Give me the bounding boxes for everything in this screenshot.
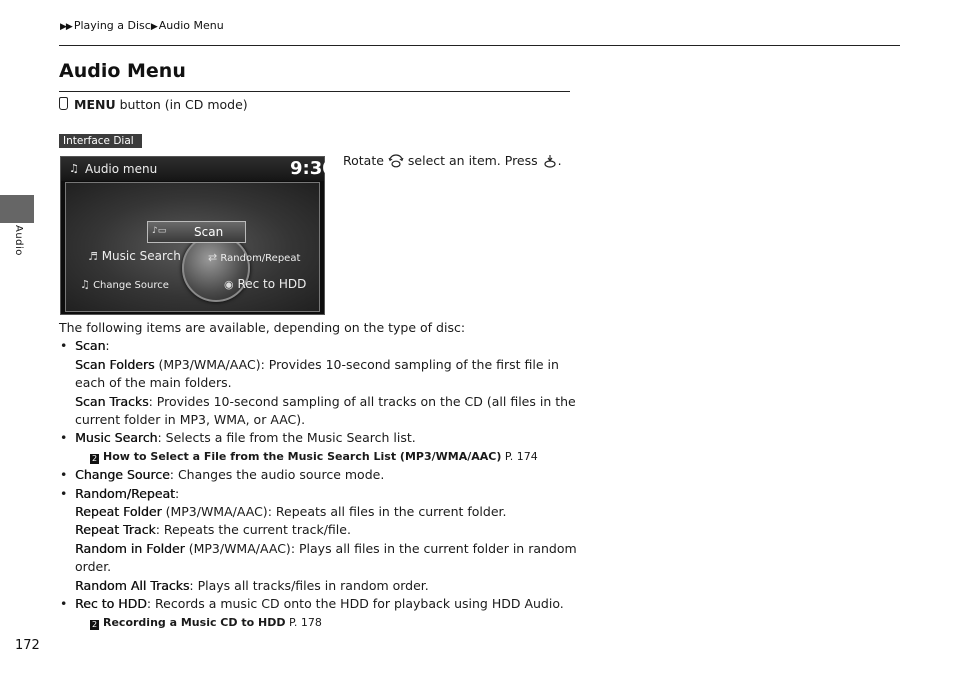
scan-folders-term: Scan Folders bbox=[75, 356, 155, 372]
breadcrumb-current: Audio Menu bbox=[158, 19, 224, 32]
random-folder-term: Random in Folder bbox=[75, 540, 185, 556]
screen-menu-area bbox=[65, 182, 320, 312]
breadcrumb-arrow-icon: ▶ bbox=[150, 22, 157, 32]
repeat-folder-text: (MP3/WMA/AAC): Repeats all files in the current folder. bbox=[161, 504, 507, 520]
bullet: • bbox=[60, 596, 68, 612]
dial-knob-icon bbox=[182, 234, 250, 302]
bullet: • bbox=[60, 467, 68, 483]
bullet: • bbox=[60, 430, 68, 446]
menu-key: MENU bbox=[74, 97, 116, 112]
bullet: • bbox=[60, 338, 68, 354]
bullet: • bbox=[60, 485, 68, 501]
scan-label: Scan bbox=[194, 225, 224, 239]
music-note-icon: ♫ bbox=[69, 162, 79, 175]
list-item-random-repeat bbox=[59, 485, 579, 595]
random-all-text: : Plays all tracks/files in random order. bbox=[189, 577, 429, 593]
music-search-ref-title: How to Select a File from the Music Search List (MP3/WMA/AAC) bbox=[103, 449, 502, 463]
rec-to-hdd-ref-title: Recording a Music CD to HDD bbox=[103, 615, 286, 629]
audio-menu-screen bbox=[60, 156, 335, 315]
rotate-text: Rotate bbox=[343, 153, 384, 168]
repeat-track-term: Repeat Track bbox=[75, 522, 156, 538]
title-divider bbox=[59, 91, 570, 92]
rotate-instruction bbox=[343, 153, 562, 168]
rec-to-hdd-reference-link[interactable] bbox=[75, 614, 579, 632]
music-search-label: Music Search bbox=[101, 249, 181, 263]
random-repeat-term: Random/Repeat bbox=[75, 485, 175, 501]
home-button-icon bbox=[59, 97, 68, 110]
change-source-text: : Changes the audio source mode. bbox=[169, 467, 385, 483]
music-search-text: : Selects a file from the Music Search list. bbox=[157, 430, 416, 446]
list-item-music-search bbox=[59, 429, 579, 466]
list-item-rec-to-hdd bbox=[59, 595, 579, 632]
menu-instruction bbox=[59, 97, 248, 112]
scan-term: Scan bbox=[75, 338, 106, 354]
select-text: select an item. Press bbox=[403, 153, 538, 168]
list-item-scan bbox=[59, 337, 579, 429]
breadcrumb-parent[interactable]: Playing a Disc bbox=[73, 19, 151, 32]
scan-icon: ♪▭ bbox=[152, 226, 167, 236]
music-search-reference-link[interactable] bbox=[75, 448, 579, 466]
music-search-item[interactable] bbox=[88, 249, 181, 263]
period-text: . bbox=[557, 153, 562, 168]
section-tab-label: Audio bbox=[13, 225, 24, 256]
change-source-label: Change Source bbox=[93, 280, 169, 291]
screen-title: Audio menu bbox=[85, 162, 158, 176]
menu-instruction-text: button (in CD mode) bbox=[115, 97, 248, 112]
reference-arrow-icon: 2 bbox=[91, 453, 98, 463]
change-source-term: Change Source bbox=[75, 467, 170, 483]
content-body bbox=[59, 319, 579, 632]
repeat-track-text: : Repeats the current track/file. bbox=[155, 522, 351, 538]
random-repeat-label: Random/Repeat bbox=[220, 253, 301, 264]
scan-folders-text: (MP3/WMA/AAC): Provides 10-second sampling of the first file in each of the main folders. bbox=[75, 356, 559, 391]
record-icon: ◉ bbox=[224, 278, 234, 291]
rec-to-hdd-ref-page: P. 178 bbox=[285, 615, 322, 629]
screen-header bbox=[61, 157, 335, 181]
change-source-item[interactable] bbox=[80, 278, 169, 291]
section-tab bbox=[0, 195, 34, 223]
page-number: 172 bbox=[15, 638, 40, 653]
reference-arrow-icon: 2 bbox=[91, 619, 98, 629]
rotate-dial-icon bbox=[388, 154, 404, 168]
rec-to-hdd-label: Rec to HDD bbox=[237, 277, 307, 291]
rec-to-hdd-text: : Records a music CD onto the HDD for playback using HDD Audio. bbox=[146, 596, 564, 612]
random-repeat-item[interactable] bbox=[208, 251, 300, 264]
intro-text: The following items are available, depending on the type of disc: bbox=[59, 320, 466, 335]
music-search-ref-page: P. 174 bbox=[501, 449, 538, 463]
scan-tracks-text: : Provides 10-second sampling of all tracks on the CD (all files in the current folder in MP3, WMA, or AAC). bbox=[75, 393, 576, 428]
breadcrumb-arrows-icon: ▶▶ bbox=[60, 22, 72, 32]
press-dial-icon bbox=[542, 154, 558, 168]
random-repeat-icon: ⇄ bbox=[208, 251, 218, 264]
random-folder-text: (MP3/WMA/AAC): Plays all files in the current folder in random order. bbox=[75, 540, 577, 575]
music-search-icon: ♬ bbox=[88, 250, 98, 263]
change-source-icon: ♫ bbox=[80, 278, 90, 291]
music-search-term: Music Search bbox=[75, 430, 158, 446]
page-title: Audio Menu bbox=[59, 60, 186, 82]
repeat-folder-term: Repeat Folder bbox=[75, 504, 162, 520]
scan-colon: : bbox=[105, 338, 110, 354]
scan-tracks-term: Scan Tracks bbox=[75, 393, 149, 409]
list-item-change-source bbox=[59, 466, 579, 484]
random-repeat-colon: : bbox=[174, 485, 180, 501]
rec-to-hdd-term: Rec to HDD bbox=[75, 596, 147, 612]
rec-to-hdd-item[interactable] bbox=[224, 277, 306, 291]
screen-clock: 9:30 bbox=[290, 158, 335, 179]
breadcrumb bbox=[60, 19, 224, 32]
random-all-term: Random All Tracks bbox=[75, 577, 190, 593]
interface-dial-tag: Interface Dial bbox=[59, 134, 142, 148]
header-divider bbox=[59, 45, 900, 46]
scan-button[interactable] bbox=[147, 221, 246, 243]
